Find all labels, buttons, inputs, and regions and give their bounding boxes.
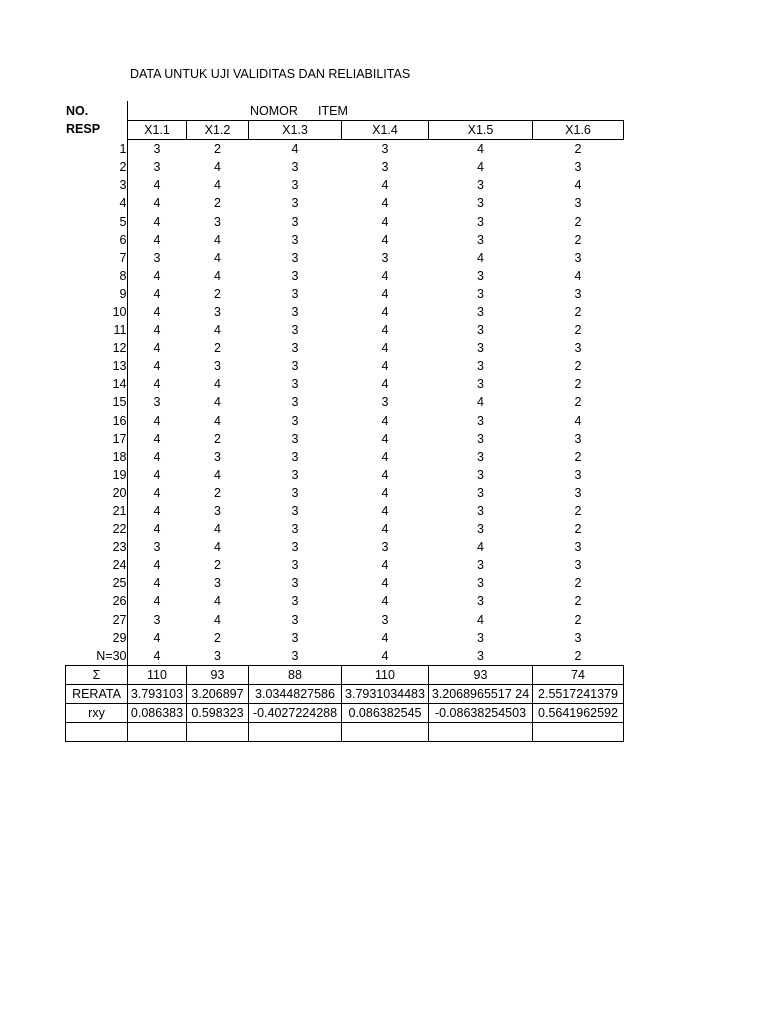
score-cell[interactable]: 4 [381,594,389,609]
summary-cell[interactable]: 110 [342,665,429,684]
score-cell[interactable]: 4 [214,594,221,609]
score-cell[interactable]: 3 [291,286,299,301]
table-row [66,556,624,574]
column-header[interactable]: X1.1 [128,121,187,140]
score-cell[interactable]: 2 [574,377,582,392]
score-cell[interactable]: 3 [153,395,161,410]
summary-cell[interactable] [249,723,342,742]
table-row [66,502,624,520]
score-cell[interactable]: 3 [291,232,299,247]
score-cell[interactable]: 3 [574,286,582,301]
score-cell[interactable]: 4 [214,232,221,247]
score-cell[interactable]: 3 [477,485,484,500]
resp-number[interactable]: 2 [119,160,127,175]
score-cell[interactable]: 3 [574,160,582,175]
summary-label[interactable] [66,723,128,742]
resp-number[interactable]: 22 [112,522,127,537]
score-cell[interactable]: 3 [291,504,299,519]
score-cell[interactable]: 3 [477,286,484,301]
summary-cell[interactable]: 0.5641962592 [533,704,624,723]
score-cell[interactable]: 3 [477,467,484,482]
score-cell[interactable]: 2 [574,359,582,374]
table-row [66,158,624,176]
score-cell[interactable]: 4 [381,576,389,591]
table-row [66,194,624,212]
table-row [66,647,624,666]
score-cell[interactable]: 3 [477,576,484,591]
score-cell[interactable]: 3 [291,467,299,482]
score-cell[interactable]: 3 [477,648,484,663]
score-cell[interactable]: 4 [381,558,389,573]
summary-cell[interactable] [128,723,187,742]
score-cell[interactable]: 3 [477,413,484,428]
score-cell[interactable]: 3 [291,630,299,645]
score-cell[interactable]: 2 [574,323,582,338]
summary-cell[interactable]: 0.598323 [187,704,249,723]
score-cell[interactable]: 3 [214,648,221,663]
column-header[interactable]: X1.5 [429,121,533,140]
score-cell[interactable]: 3 [153,142,161,157]
header-nomor: NOMOR [250,104,298,118]
score-cell[interactable]: 3 [291,359,299,374]
score-cell[interactable]: 4 [381,214,389,229]
score-cell[interactable]: 4 [214,178,221,193]
summary-cell[interactable]: -0.08638254503 [429,704,533,723]
score-cell[interactable]: 4 [153,178,161,193]
score-cell[interactable]: 3 [291,268,299,283]
summary-cell[interactable]: 3.0344827586 [249,684,342,703]
score-cell[interactable]: 3 [291,178,299,193]
score-cell[interactable]: 4 [153,485,161,500]
summary-cell[interactable]: 110 [128,665,187,684]
score-cell[interactable]: 3 [291,377,299,392]
score-cell[interactable]: 4 [153,576,161,591]
score-cell[interactable]: 2 [574,504,582,519]
score-cell[interactable]: 3 [214,304,221,319]
resp-number[interactable]: 29 [112,630,127,645]
summary-cell[interactable]: 3.206897 [187,684,249,703]
score-cell[interactable]: 2 [574,214,582,229]
table-row [66,176,624,194]
table-row [66,611,624,629]
score-cell[interactable]: 3 [214,504,221,519]
score-cell[interactable]: 4 [214,250,221,265]
score-cell[interactable]: 4 [477,142,484,157]
score-cell[interactable]: 3 [153,540,161,555]
score-cell[interactable]: 3 [477,449,484,464]
resp-number[interactable]: 1 [119,141,127,156]
score-cell[interactable]: 4 [381,232,389,247]
score-cell[interactable]: 4 [381,648,389,663]
resp-number[interactable]: 16 [112,413,127,428]
resp-number[interactable]: 3 [119,178,127,193]
score-cell[interactable]: 3 [291,576,299,591]
summary-cell[interactable]: 88 [249,665,342,684]
summary-cell[interactable] [429,723,533,742]
summary-cell[interactable] [187,723,249,742]
score-cell[interactable]: 4 [214,395,221,410]
summary-label[interactable]: rxy [66,704,128,723]
score-cell[interactable]: 3 [153,612,161,627]
score-cell[interactable]: 3 [291,558,299,573]
score-cell[interactable]: 3 [574,630,582,645]
score-cell[interactable]: 4 [214,540,221,555]
score-cell[interactable]: 3 [291,449,299,464]
table-row [66,592,624,610]
score-cell[interactable]: 4 [574,268,582,283]
table-row [66,249,624,267]
resp-number[interactable]: 7 [119,250,127,265]
score-cell[interactable]: 2 [214,485,221,500]
score-cell[interactable]: 3 [291,341,299,356]
resp-number[interactable]: 12 [112,341,127,356]
table-row [66,285,624,303]
table-row [66,430,624,448]
score-cell[interactable]: 3 [574,196,582,211]
score-cell[interactable]: 3 [381,142,389,157]
resp-number[interactable]: 20 [112,485,127,500]
score-cell[interactable]: 3 [574,485,582,500]
table-row [66,339,624,357]
score-cell[interactable]: 4 [153,504,161,519]
score-cell[interactable]: 4 [381,413,389,428]
resp-number[interactable]: 4 [119,196,127,211]
score-cell[interactable]: 2 [214,286,221,301]
resp-number[interactable]: N=30 [96,648,127,663]
score-cell[interactable]: 4 [574,178,582,193]
resp-header-cell [66,121,128,140]
score-cell[interactable]: 3 [291,648,299,663]
score-cell[interactable]: 3 [477,558,484,573]
score-cell[interactable]: 2 [574,612,582,627]
score-cell[interactable]: 3 [477,377,484,392]
summary-row [66,704,624,723]
summary-cell[interactable]: 0.086382545 [342,704,429,723]
summary-cell[interactable]: 74 [533,665,624,684]
score-cell[interactable]: 4 [477,540,484,555]
table-row [66,267,624,285]
score-cell[interactable]: 4 [477,250,484,265]
score-cell[interactable]: 3 [214,214,221,229]
score-cell[interactable]: 4 [291,142,299,157]
summary-cell[interactable]: 2.5517241379 [533,684,624,703]
score-cell[interactable]: 4 [153,196,161,211]
resp-number[interactable]: 5 [119,214,127,229]
score-cell[interactable]: 4 [214,522,221,537]
score-cell[interactable]: 4 [153,359,161,374]
score-cell[interactable]: 3 [381,612,389,627]
resp-number[interactable]: 26 [112,594,127,609]
table-row [66,538,624,556]
score-cell[interactable]: 4 [214,612,221,627]
score-cell[interactable]: 3 [477,504,484,519]
score-cell[interactable]: 4 [153,648,161,663]
resp-number[interactable]: 19 [112,467,127,482]
score-cell[interactable]: 4 [153,467,161,482]
resp-number[interactable]: 25 [112,576,127,591]
summary-cell[interactable]: 93 [187,665,249,684]
table-row [66,375,624,393]
resp-number[interactable]: 8 [119,268,127,283]
score-cell[interactable]: 3 [574,431,582,446]
score-cell[interactable]: 3 [574,341,582,356]
score-cell[interactable]: 4 [214,467,221,482]
score-cell[interactable]: 3 [291,594,299,609]
score-cell[interactable]: 4 [381,431,389,446]
score-cell[interactable]: 4 [153,323,161,338]
score-cell[interactable]: 3 [381,395,389,410]
score-cell[interactable]: 4 [214,160,221,175]
column-header-row [66,121,624,140]
score-cell[interactable]: 4 [381,359,389,374]
score-cell[interactable]: 3 [291,431,299,446]
score-cell[interactable]: 3 [574,467,582,482]
score-cell[interactable]: 3 [291,214,299,229]
score-cell[interactable]: 4 [153,232,161,247]
score-cell[interactable]: 4 [153,268,161,283]
resp-number[interactable]: 17 [112,431,127,446]
score-cell[interactable]: 3 [214,576,221,591]
score-cell[interactable]: 3 [291,323,299,338]
table-row [66,574,624,592]
summary-cell[interactable] [342,723,429,742]
score-cell[interactable]: 4 [153,377,161,392]
score-cell[interactable]: 4 [381,377,389,392]
score-cell[interactable]: 4 [153,558,161,573]
score-cell[interactable]: 4 [477,395,484,410]
table-row [66,484,624,502]
score-cell[interactable]: 2 [574,576,582,591]
score-cell[interactable]: 3 [477,630,484,645]
score-cell[interactable]: 4 [381,449,389,464]
score-cell[interactable]: 4 [381,286,389,301]
score-cell[interactable]: 4 [381,504,389,519]
summary-cell[interactable]: 93 [429,665,533,684]
summary-row [66,665,624,684]
score-cell[interactable]: 3 [477,304,484,319]
score-cell[interactable]: 2 [574,449,582,464]
column-header[interactable]: X1.2 [187,121,249,140]
resp-number[interactable]: 14 [112,377,127,392]
score-cell[interactable]: 3 [477,522,484,537]
score-cell[interactable]: 3 [153,160,161,175]
score-cell[interactable]: 4 [574,413,582,428]
resp-number[interactable]: 24 [112,558,127,573]
table-row [66,412,624,430]
score-cell[interactable]: 2 [574,232,582,247]
table-row [66,520,624,538]
summary-cell[interactable]: 0.086383 [128,704,187,723]
score-cell[interactable]: 3 [477,323,484,338]
table-row [66,321,624,339]
score-cell[interactable]: 3 [214,359,221,374]
resp-number[interactable]: 11 [113,323,127,338]
score-cell[interactable]: 3 [477,341,484,356]
score-cell[interactable]: 4 [381,522,389,537]
table-row [66,357,624,375]
resp-number[interactable]: 10 [112,304,127,319]
resp-number[interactable]: 6 [119,232,127,247]
score-cell[interactable]: 2 [574,142,582,157]
summary-cell[interactable]: 3.793103 [128,684,187,703]
resp-number[interactable]: 13 [112,359,127,374]
score-cell[interactable]: 3 [291,522,299,537]
score-cell[interactable]: 3 [291,540,299,555]
score-cell[interactable]: 4 [153,341,161,356]
summary-label[interactable]: RERATA [66,684,128,703]
table-row [66,393,624,411]
table-row [66,466,624,484]
score-cell[interactable]: 2 [574,522,582,537]
score-cell[interactable]: 4 [214,268,221,283]
summary-cell[interactable]: 3.7931034483 [342,684,429,703]
score-cell[interactable]: 3 [291,250,299,265]
score-cell[interactable]: 4 [153,214,161,229]
score-cell[interactable]: 4 [381,341,389,356]
score-cell[interactable]: 3 [574,250,582,265]
score-cell[interactable]: 2 [574,304,582,319]
resp-number[interactable]: 18 [112,449,127,464]
score-cell[interactable]: 4 [153,522,161,537]
column-header[interactable]: X1.4 [342,121,429,140]
score-cell[interactable]: 3 [477,178,484,193]
score-cell[interactable]: 2 [214,431,221,446]
score-cell[interactable]: 4 [381,268,389,283]
resp-number[interactable]: 9 [119,286,127,301]
score-cell[interactable]: 4 [381,630,389,645]
score-cell[interactable]: 2 [214,558,221,573]
score-cell[interactable]: 4 [381,485,389,500]
score-cell[interactable]: 4 [381,196,389,211]
score-cell[interactable]: 3 [291,612,299,627]
summary-label[interactable]: Σ [66,665,128,684]
score-cell[interactable]: 3 [291,485,299,500]
data-table [65,120,624,742]
score-cell[interactable]: 4 [153,304,161,319]
resp-number[interactable]: 15 [112,395,127,410]
summary-row [66,684,624,703]
score-cell[interactable]: 3 [291,304,299,319]
table-row [66,448,624,466]
summary-cell[interactable]: 3.2068965517 24 [429,684,533,703]
score-cell[interactable]: 3 [291,395,299,410]
score-cell[interactable]: 4 [381,323,389,338]
score-cell[interactable]: 3 [477,359,484,374]
score-cell[interactable]: 3 [291,160,299,175]
score-cell[interactable]: 3 [477,431,484,446]
score-cell[interactable]: 2 [214,630,221,645]
score-cell[interactable]: 3 [153,250,161,265]
resp-number[interactable]: 23 [112,540,127,555]
score-cell[interactable]: 3 [477,232,484,247]
table-row [66,140,624,159]
score-cell[interactable]: 3 [291,196,299,211]
score-cell[interactable]: 4 [214,413,221,428]
table-row [66,629,624,647]
score-cell[interactable]: 2 [214,341,221,356]
score-cell[interactable]: 4 [153,449,161,464]
score-cell[interactable]: 4 [153,630,161,645]
summary-cell[interactable] [533,723,624,742]
resp-number[interactable]: 27 [112,612,127,627]
summary-cell[interactable]: -0.4027224288 [249,704,342,723]
score-cell[interactable]: 3 [574,540,582,555]
score-cell[interactable]: 2 [574,648,582,663]
table-row [66,212,624,230]
score-cell[interactable]: 2 [574,395,582,410]
summary-row [66,723,624,742]
score-cell[interactable]: 3 [214,449,221,464]
score-cell[interactable]: 4 [214,323,221,338]
score-cell[interactable]: 3 [381,160,389,175]
score-cell[interactable]: 3 [477,196,484,211]
label-no: NO. [66,104,89,118]
score-cell[interactable]: 2 [574,594,582,609]
score-cell[interactable]: 3 [477,594,484,609]
score-cell[interactable]: 2 [214,196,221,211]
score-cell[interactable]: 3 [574,558,582,573]
score-cell[interactable]: 3 [381,250,389,265]
score-cell[interactable]: 4 [381,178,389,193]
column-header[interactable]: X1.3 [249,121,342,140]
score-cell[interactable]: 4 [477,612,484,627]
score-cell[interactable]: 4 [153,594,161,609]
score-cell[interactable]: 4 [381,304,389,319]
label-resp: RESP [66,122,101,136]
score-cell[interactable]: 2 [214,142,221,157]
score-cell[interactable]: 4 [477,160,484,175]
table-row [66,303,624,321]
table-row [66,231,624,249]
score-cell[interactable]: 4 [381,467,389,482]
score-cell[interactable]: 4 [153,413,161,428]
score-cell[interactable]: 4 [153,431,161,446]
header-item: ITEM [318,104,348,118]
score-cell[interactable]: 4 [214,377,221,392]
score-cell[interactable]: 4 [153,286,161,301]
score-cell[interactable]: 3 [291,413,299,428]
column-header[interactable]: X1.6 [533,121,624,140]
resp-number[interactable]: 21 [112,504,127,519]
score-cell[interactable]: 3 [477,214,484,229]
sheet-title: DATA UNTUK UJI VALIDITAS DAN RELIABILITAS [130,67,411,81]
score-cell[interactable]: 3 [381,540,389,555]
score-cell[interactable]: 3 [477,268,484,283]
